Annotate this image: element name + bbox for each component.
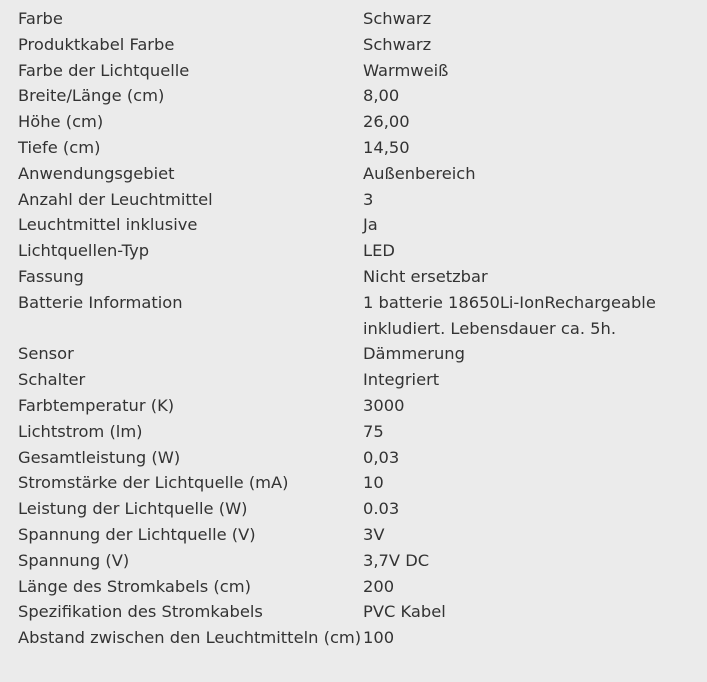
spec-value: 0.03 [363,499,400,519]
spec-label: Anwendungsgebiet [18,163,175,183]
spec-label: Lichtquellen-Typ [18,241,150,261]
spec-value: Schwarz [363,34,432,54]
spec-value: Dämmerung [363,344,465,364]
spec-label: Produktkabel Farbe [18,34,175,54]
spec-value: 3 [363,189,374,209]
spec-row-tiefe [18,135,698,161]
spec-row-leistung-lichtquelle [18,496,698,522]
spec-value: Integriert [363,370,440,390]
spec-value: 3000 [363,395,405,415]
spec-label: Farbe der Lichtquelle [18,60,190,80]
spec-row-leuchtmittel-inklusive [18,212,698,238]
spec-label: Leistung der Lichtquelle (W) [18,499,248,519]
spec-row-spannung-lichtquelle [18,522,698,548]
spec-value: Nicht ersetzbar [363,266,488,286]
spec-row-spannung [18,548,698,574]
spec-value: LED [363,241,395,261]
spec-label: Tiefe (cm) [18,137,101,157]
spec-value: PVC Kabel [363,602,446,622]
spec-label: Breite/Länge (cm) [18,86,165,106]
spec-value: 75 [363,421,384,441]
spec-row-farbtemperatur [18,393,698,419]
spec-label: Höhe (cm) [18,112,104,132]
spec-row-schalter [18,367,698,393]
spec-label: Farbtemperatur (K) [18,395,175,415]
spec-label: Spannung der Lichtquelle (V) [18,524,256,544]
spec-label: Abstand zwischen den Leuchtmitteln (cm) [18,628,362,648]
spec-row-gesamtleistung [18,445,698,471]
spec-row-anwendungsgebiet [18,161,698,187]
spec-label: Farbe [18,9,63,28]
spec-value: Ja [363,215,378,235]
spec-value: 100 [363,628,395,648]
spec-label: Anzahl der Leuchtmittel [18,189,213,209]
spec-row-farbe [18,6,698,32]
spec-value: 10 [363,473,384,493]
spec-row-produktkabel-farbe [18,32,698,58]
spec-label: Spezifikation des Stromkabels [18,602,263,622]
spec-label: Batterie Information [18,292,183,312]
spec-label: Schalter [18,370,86,390]
spec-value: 3,7V DC [363,550,430,570]
spec-value: 3V [363,524,385,544]
spec-row-lichtstrom [18,419,698,445]
spec-value: 14,50 [363,137,410,157]
spec-row-fassung [18,264,698,290]
spec-value: 8,00 [363,86,400,106]
spec-row-sensor [18,341,698,367]
spec-label: Spannung (V) [18,550,130,570]
spec-value: Außenbereich [363,163,476,183]
spec-row-laenge-stromkabel [18,574,698,600]
spec-value: 200 [363,576,395,596]
spec-row-lichtquellen-typ [18,238,698,264]
spec-label: Länge des Stromkabels (cm) [18,576,251,596]
spec-label: Sensor [18,344,74,364]
spec-value: Warmweiß [363,60,449,80]
spec-value: 26,00 [363,112,410,132]
spec-row-stromstaerke [18,470,698,496]
spec-row-breite-laenge [18,83,698,109]
spec-label: Gesamtleistung (W) [18,447,181,467]
spec-row-batterie-information [18,290,698,342]
spec-label: Stromstärke der Lichtquelle (mA) [18,473,289,493]
spec-row-abstand-leuchtmittel [18,625,698,651]
spec-value: Schwarz [363,9,432,28]
spec-value: 1 batterie 18650Li-IonRechargeable inkludiert. Lebensdauer ca. 5h. [363,292,656,338]
spec-value: 0,03 [363,447,400,467]
spec-row-anzahl-leuchtmittel [18,187,698,213]
spec-label: Fassung [18,266,84,286]
spec-row-hoehe [18,109,698,135]
spec-label: Lichtstrom (lm) [18,421,143,441]
spec-row-farbe-der-lichtquelle [18,58,698,84]
spec-table [18,6,698,651]
spec-row-spezifikation-stromkabel [18,599,698,625]
spec-label: Leuchtmittel inklusive [18,215,198,235]
